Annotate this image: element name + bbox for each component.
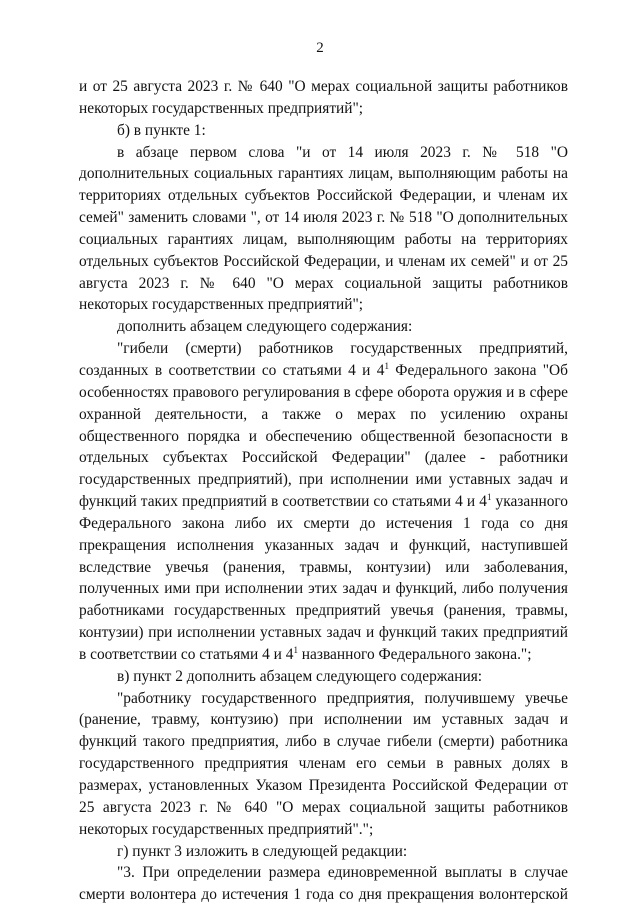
page-number: 2	[316, 40, 324, 56]
paragraph-quoted-injury: "работнику государственного предприятия, получившему увечье (ранение, травму, контузию) при исполнении им уставных задач и функций такого предприятия, либо в случае гибели (смерти) работника государственного предприятия членам его семьи в равных долях в размерах, установленных Указом Президента Российской Федерации от 25 августа 2023 г. № 640 "О мерах социальной защиты работников некоторых государственных предприятий".";	[79, 689, 568, 838]
superscript-1: 1	[384, 360, 389, 371]
paragraph-replace-words: в абзаце первом слова "и от 14 июля 2023 г. № 518 "О дополнительных социальных гарантиях лицам, выполняющим работы на территориях отдельных субъектов Российской Федерации, и членам их семей" заменить словами ", от 14 июля 2023 г. № 518 "О дополнительных социальных гарантиях лицам, выполняющим работы на территориях отдельных субъектов Российской Федерации, и членам их семей" и от 25 августа 2023 г. № 640 "О мерах социальной защиты работников некоторых государственных предприятий";	[79, 143, 568, 314]
quoted-text-part-4: названного Федерального закона.";	[297, 645, 532, 663]
paragraph-supplement-intro: дополнить абзацем следующего содержания:	[117, 318, 413, 336]
paragraph-continuation: и от 25 августа 2023 г. № 640 "О мерах социальной защиты работников некоторых государственных предприятий";	[79, 78, 568, 117]
quoted-text-part-1: "гибели (смерти) работников государственных предприятий, созданных в соответствии со статьями 4 и 4	[79, 340, 568, 379]
paragraph-item-v: в) пункт 2 дополнить абзацем следующего содержания:	[117, 667, 483, 685]
document-body	[79, 76, 568, 906]
superscript-2: 1	[486, 492, 492, 503]
paragraph-item-g: г) пункт 3 изложить в следующей редакции:	[117, 842, 408, 860]
superscript-3: 1	[293, 644, 298, 655]
quoted-text-part-3: указанного Федерального закона либо их смерти до истечения 1 года со дня прекращения исполнения указанных задач и функций, наступившей вследствие увечья (ранения, травмы, контузии) или заболевания, полученных ими при исполнении этих задач и функций, либо получения работниками государственных предприятий увечья (ранения, травмы, контузии) при исполнении уставных задач и функций таких предприятий в соответствии со статьями 4 и 4	[79, 493, 569, 663]
paragraph-quoted-point-3: "3. При определении размера единовременной выплаты в случае смерти волонтера до истечения 1 года со дня прекращения волонтерской	[79, 864, 568, 904]
quoted-text-part-2: Федерального закона "Об особенностях правового регулирования в сфере оборота оружия и в сфере охранной деятельности, а также о мерах по усилению охраны общественного порядка и обеспечению общественной безопасности в отдельных субъектах Российской Федерации" (далее - работники государственных предприятий), при исполнении ими уставных задач и функций таких предприятий в соответствии со статьями 4 и 4	[79, 361, 568, 511]
paragraph-item-b: б) в пункте 1:	[117, 121, 206, 139]
paragraph-quoted-death	[79, 338, 568, 666]
